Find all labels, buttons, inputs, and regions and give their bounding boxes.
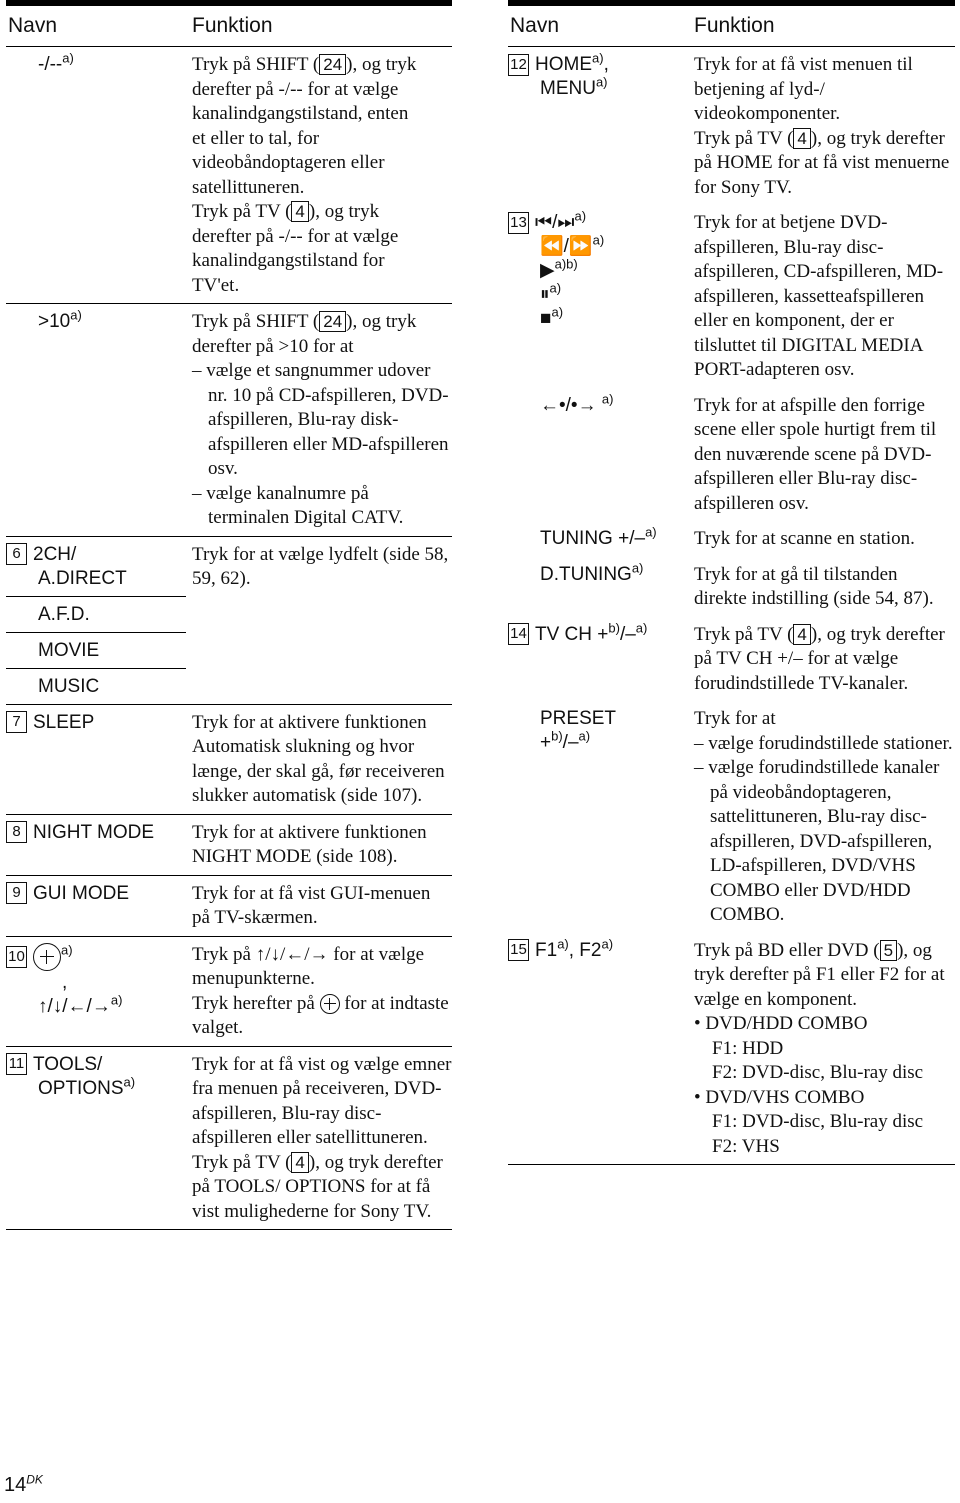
page-number: $14^{DK}$ — [4, 1472, 43, 1496]
row-f1-f2: 15 F1$^{a)}$, F2$^{a)}$ Tryk på BD eller DVD ( 5 ), og tryk derefter på F1 eller F2 for at vælge en komponent. • DVD/HDD COMBO F1: HDD F2: DVD-disc, Blu-ray disc • DVD/VHS COMBO F1: DVD-disc, Blu-ray disc F2: VHS — [508, 933, 955, 1166]
row-tv-ch: 14 TV CH +$^{b)}$/–$^{a)}$ Tryk på TV ( 4 ), og tryk derefter på TV CH +/– for at vælge forudindstillede TV-kanaler. — [508, 617, 955, 702]
row-transport: 13 ⏮/⏭$^{a)}$ ⏪/⏩$^{a)}$ ▶$^{a)b)}$ ⏸$^{a)}$ ■$^{a)}$ Tryk for at betjene DVD-afspilleren, Blu-ray disc-afspilleren, CD-afspilleren, MD-afspilleren, kassetteafspilleren eller en komponent, der er tilsluttet til DIGITAL MEDIA PORT-adapteren osv. — [508, 205, 955, 388]
pause-icon: ⏸ — [540, 284, 550, 305]
row-tuning: TUNING +/–$^{a)}$ Tryk for at scanne en station. — [540, 524, 915, 549]
row-function: Tryk på SHIFT ( 24 ), og tryk derefter på >10 for at – vælge et sangnummer udover nr. 10 på CD-afspilleren, DVD-afspilleren, Blu-ray disk-afspilleren eller MD-afspilleren osv. – vælge kanalnumre på terminalen Digital CATV. — [192, 311, 449, 528]
row-home-menu: 12 HOME$^{a)}$, MENU$^{a)}$ Tryk for at få vist menuen til betjening af lyd-/ videokomponenter. Tryk på TV ( 4 ), og tryk derefter på HOME for at få vist menuerne for Sony TV. — [508, 47, 955, 205]
header-function: Funktion — [192, 14, 273, 37]
replay-advance-icon: ←•/•→ — [540, 394, 597, 416]
row-channel-mode: -/--$^{a)}$ Tryk på SHIFT ( 24 ), og tryk derefter på -/-- for at vælge kanalindgangstilstand, enten et eller to tal, for videobåndoptageren eller satellittuneren. Tryk på TV ( 4 ), og tryk derefter på -/-- for at vælge kanalindgangstilstand for TV'et. — [6, 47, 452, 304]
arrow-keys-icon: ↑/↓/←/→ — [38, 995, 111, 1017]
right-header: Navn Funktion — [508, 0, 955, 47]
play-icon: ▶ — [540, 260, 555, 281]
row-preset: PRESET +$^{b)}$/–$^{a)}$ Tryk for at – vælge forudindstillede stationer. – vælge forudindstillede kanaler på videobåndoptageren, sattelittuneren, Blu-ray disc-afspilleren, DVD-afspilleren, LD-afspilleren, DVD/VHS COMBO eller DVD/HDD COMBO. — [540, 708, 953, 925]
row-gui-mode: 9 GUI MODE Tryk for at få vist GUI-menuen på TV-skærmen. — [6, 876, 452, 937]
prev-next-icon: ⏮/⏭ — [535, 212, 575, 233]
header-name: Navn — [8, 14, 58, 37]
row-night-mode: 8 NIGHT MODE Tryk for at aktivere funktionen NIGHT MODE (side 108). — [6, 815, 452, 876]
row-function: Tryk på SHIFT ( 24 ), og tryk derefter på -/-- for at vælge kanalindgangstilstand, enten et eller to tal, for videobåndoptageren eller satellittuneren. Tryk på TV ( 4 ), og tryk derefter på -/-- for at vælge kanalindgangstilstand for TV'et. — [192, 54, 417, 296]
rew-ff-icon: ⏪/⏩ — [540, 236, 593, 257]
row-replay-advance: ←•/•→ $^{a)}$ Tryk for at afspille den forrige scene eller spole hurtigt frem til den nuværende scene på DVD-afspilleren eller Blu-ray disc-afspilleren osv. — [540, 391, 937, 514]
left-header — [6, 0, 452, 47]
row-sleep: 7 SLEEP Tryk for at aktivere funktionen Automatisk slukning og hvor længe, der skal gå, før receiveren slukker automatisk (side 107). — [6, 705, 452, 815]
row-sound-field: 6 2CH/ A.DIRECT A.F.D. MOVIE MUSIC Tryk for at vælge lydfelt (side 58, 59, 62). — [6, 537, 452, 705]
item-number: 6 — [6, 543, 27, 565]
left-column — [6, 0, 452, 1230]
enter-icon — [33, 943, 61, 971]
row-enter-arrows: 10 $^{a)}$ , ↑/↓/←/→$^{a)}$ Tryk på ↑/↓/←/→ for at vælge menupunkterne. Tryk herefter på for at indtaste valget. — [6, 937, 452, 1047]
key-name: -/-- — [38, 54, 63, 75]
row-d-tuning: D.TUNING$^{a)}$ Tryk for at gå til tilstanden direkte indstilling (side 54, 87). — [540, 560, 934, 609]
row-tools-options: 11 TOOLS/ OPTIONS$^{a)}$ Tryk for at få vist og vælge emner fra menuen på receiveren, DVD-afspilleren, Blu-ray disc-afspilleren eller satellittuneren. Tryk på TV ( 4 ), og tryk derefter på TOOLS/ OPTIONS for at få vist mulighederne for Sony TV. — [6, 1047, 452, 1231]
row-greater-10: $>10^{a)}$ Tryk på SHIFT ( 24 ), og tryk derefter på >10 for at – vælge et sangnummer udover nr. 10 på CD-afspilleren, DVD-afspilleren, Blu-ray disk-afspilleren eller MD-afspilleren osv. – vælge kanalnumre på terminalen Digital CATV. — [6, 304, 452, 537]
stop-icon: ■ — [540, 308, 552, 329]
enter-icon-inline — [320, 994, 340, 1014]
right-column — [508, 0, 955, 1165]
